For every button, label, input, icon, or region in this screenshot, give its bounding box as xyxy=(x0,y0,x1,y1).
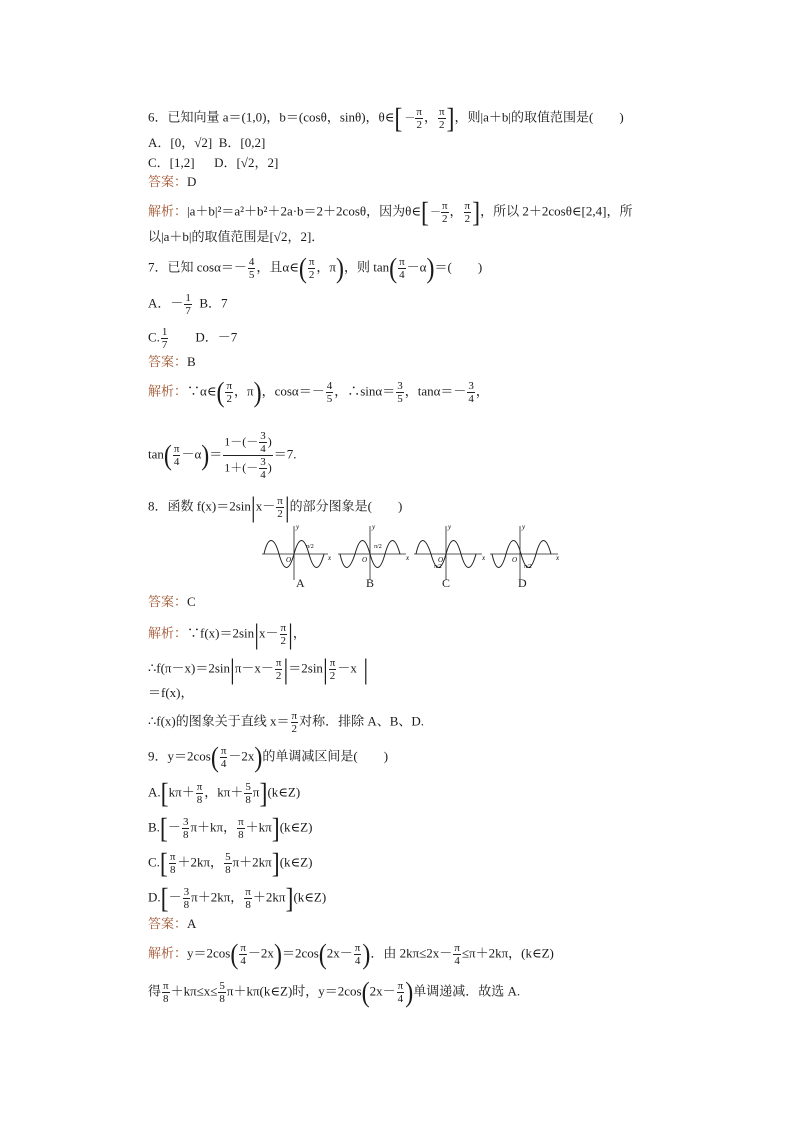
tick-label: π/2 xyxy=(306,544,314,550)
paren: ( xyxy=(298,252,307,285)
q9-analysis-text: ．由 2kπ≤2x－ xyxy=(370,945,453,961)
fraction xyxy=(183,886,191,911)
frac-num: π xyxy=(173,443,180,455)
q9-analysis-text: y＝2cos xyxy=(187,945,231,961)
frac-den: 2 xyxy=(329,670,336,682)
q9-stem xyxy=(148,741,389,774)
graph-d xyxy=(490,526,558,580)
bracket: ] xyxy=(446,102,455,135)
q6-answer xyxy=(148,173,196,191)
bar: | xyxy=(363,653,369,686)
q8-analysis-line3 xyxy=(148,684,194,702)
frac-num: 3 xyxy=(260,430,266,442)
q9-option-text: ＋2kπ xyxy=(252,889,286,905)
frac-num: 1－(－ $\frac{3}{4}$ ) xyxy=(224,430,272,455)
tick-label: π/2 xyxy=(524,564,532,570)
frac-den: 8 xyxy=(225,864,231,876)
paren: ) xyxy=(426,252,435,285)
q7-stem-text: ＝( ) xyxy=(434,259,483,275)
frac-den: 4 xyxy=(454,955,460,967)
frac-den: 2 xyxy=(439,119,445,131)
origin-label: O xyxy=(286,556,292,564)
q9-option-text: B. xyxy=(148,819,160,835)
fraction xyxy=(173,443,181,468)
frac-num: 3 xyxy=(260,456,266,468)
origin-label: O xyxy=(512,556,518,564)
q8-analysis-text: ∴f(π－x)＝2sin xyxy=(148,660,230,676)
frac-num: 5 xyxy=(245,781,251,793)
q8-analysis-text: π－x－ xyxy=(234,660,274,676)
q7-answer xyxy=(148,353,196,371)
bracket: [ xyxy=(160,777,169,810)
paren: ( xyxy=(230,938,239,971)
x-label: x xyxy=(406,554,410,562)
analysis-label: 解析： xyxy=(148,945,188,961)
q9-analysis-line2 xyxy=(148,976,521,1009)
frac-den: 8 xyxy=(163,993,169,1005)
fraction xyxy=(291,710,299,735)
frac-num: π xyxy=(280,622,287,634)
x-label: x xyxy=(328,554,332,562)
frac-num: π xyxy=(308,256,315,268)
q9-option-text: π xyxy=(252,784,260,800)
fraction xyxy=(184,292,192,317)
frac-den: 8 xyxy=(182,829,189,841)
frac-num: π xyxy=(291,710,298,722)
q6-options-row1 xyxy=(148,134,265,152)
frac-num: π xyxy=(464,200,471,212)
frac-num: 5 xyxy=(225,851,231,863)
origin-label: O xyxy=(362,556,368,564)
q9-option-b xyxy=(148,812,313,845)
bracket: ] xyxy=(472,196,481,229)
paren: ( xyxy=(318,938,327,971)
q8-stem xyxy=(148,491,403,524)
q8-analysis-text: －x xyxy=(337,660,357,676)
q9-analysis-text: ＋kπ≤x≤ xyxy=(170,983,218,999)
fraction xyxy=(224,851,232,876)
q9-option-text: ＋2kπ， xyxy=(177,854,224,870)
answer-label: 答案： xyxy=(148,354,188,369)
q7-analysis-text: ＝7. xyxy=(273,446,297,462)
frac-num: 3 xyxy=(183,886,190,898)
q7-analysis-text: tan xyxy=(148,446,164,462)
q7-analysis-line2: tan( $\frac{\pi}{4}$ －α)＝ 1－(－ $\frac{3}{4}$ ) 1＋(－ $\frac{3}{4}$ ) ＝7. xyxy=(148,430,297,481)
q9-option-text: kπ＋ xyxy=(168,784,195,800)
frac-num: π xyxy=(397,980,404,992)
bracket: ] xyxy=(271,847,280,880)
frac-den: 8 xyxy=(196,794,203,806)
fraction xyxy=(326,380,334,405)
q8-analysis-text: ∵f(x)＝2sin xyxy=(187,625,255,641)
frac-den: 8 xyxy=(183,899,190,911)
answer-value: B xyxy=(187,354,196,369)
paren: ( xyxy=(210,741,219,774)
q7-stem-text: ，且α∈ xyxy=(256,259,299,275)
q9-option-text: (k∈Z) xyxy=(293,889,327,905)
paren: ( xyxy=(163,439,172,472)
fraction xyxy=(248,256,256,281)
q8-answer xyxy=(148,593,196,611)
answer-label: 答案： xyxy=(148,916,188,931)
fraction xyxy=(162,980,170,1005)
frac-num: π xyxy=(354,942,361,954)
paren: ) xyxy=(405,976,414,1009)
frac-den: 2 xyxy=(308,269,315,281)
frac-den: 5 xyxy=(248,269,255,281)
frac-num: π xyxy=(163,980,169,992)
frac-num: π xyxy=(169,851,176,863)
q7-option-b: B．7 xyxy=(199,295,228,311)
frac-den: 2 xyxy=(291,723,298,735)
q8-analysis-line2 xyxy=(148,653,369,686)
bracket: [ xyxy=(160,882,169,915)
q6-options-row2 xyxy=(148,154,278,172)
frac-num: 3 xyxy=(182,816,189,828)
fraction xyxy=(218,980,226,1005)
paren: ) xyxy=(253,376,262,409)
q9-answer xyxy=(148,915,196,933)
fraction xyxy=(244,781,252,806)
tick-label: π/2 xyxy=(374,544,382,550)
fraction: － $\frac{\pi}{2}$ xyxy=(404,106,422,131)
frac-num: π xyxy=(438,106,445,118)
frac-den: 2 xyxy=(226,393,232,405)
frac-num: π xyxy=(196,781,203,793)
paren: ( xyxy=(216,376,225,409)
fraction xyxy=(438,106,446,131)
q9-analysis-line1 xyxy=(148,938,554,971)
q6-option-a: A．[0，√2] xyxy=(148,135,213,150)
graph-c xyxy=(414,526,482,580)
tick-label: π/2 xyxy=(434,564,442,570)
paren: ( xyxy=(361,976,370,1009)
q7-option-c: C. xyxy=(148,329,160,345)
x-label: x xyxy=(482,554,486,562)
q9-analysis-text: －2x xyxy=(247,945,274,961)
q7-stem-text: 7．已知 cosα＝－ xyxy=(148,259,247,275)
answer-label: 答案： xyxy=(148,594,188,609)
fraction xyxy=(237,816,245,841)
frac-num: 1 xyxy=(161,326,168,338)
q9-option-text: π＋kπ， xyxy=(190,819,237,835)
frac-num: π xyxy=(245,886,251,898)
answer-value: D xyxy=(187,174,197,189)
q6-analysis-text: |a＋b|²＝a²＋b²＋2a·b＝2＋2cosθ，因为θ∈ xyxy=(187,203,421,219)
q7-analysis-text: ，cosα＝－ xyxy=(261,383,325,399)
q9-option-text: (k∈Z) xyxy=(267,784,301,800)
q9-analysis-text: 单调递减．故选 A. xyxy=(413,983,521,999)
fraction xyxy=(182,816,190,841)
x-label: x xyxy=(556,554,560,562)
graph-label-b: B xyxy=(366,576,375,590)
frac-num: 5 xyxy=(219,980,225,992)
bracket: ] xyxy=(271,812,280,845)
frac-num: π xyxy=(238,816,244,828)
fraction xyxy=(398,256,406,281)
graph-label-d: D xyxy=(518,576,527,590)
q6-analysis-text: 以|a＋b|的取值范围是[√2，2]． xyxy=(148,229,325,244)
q9-analysis-text: π＋kπ(k∈Z)时，y＝2cos xyxy=(226,983,362,999)
frac-num: π xyxy=(441,200,448,212)
frac-den: 1＋(－ $\frac{3}{4}$ ) xyxy=(224,456,272,481)
y-label: y xyxy=(372,523,376,531)
q9-option-text: π＋2kπ， xyxy=(191,889,244,905)
q9-option-d xyxy=(148,882,327,915)
frac-den: 2 xyxy=(280,635,287,647)
y-label: y xyxy=(522,523,526,531)
graph-a xyxy=(262,526,328,580)
q7-option-d: D．－7 xyxy=(195,329,238,345)
fraction xyxy=(169,851,177,876)
fraction xyxy=(354,942,362,967)
bracket: [ xyxy=(420,196,429,229)
frac-den: 5 xyxy=(397,393,403,405)
frac-den: 4 xyxy=(468,393,474,405)
q6-analysis-text: ，所以 2＋2cosθ∈[2,4]，所 xyxy=(480,203,633,219)
bar: | xyxy=(250,491,256,524)
q7-analysis-line1: 解析：∵α∈( $\frac{\pi}{2}$ ，π)，cosα＝－ $\frac{4}{5}$ ，∴sinα＝ $\frac{3}{5}$ ，tanα＝－ $\frac{3}{4}$ ， xyxy=(148,376,489,409)
frac-den: 2 xyxy=(464,213,471,225)
frac-den: 4 xyxy=(260,443,266,455)
q8-stem-text: x－ xyxy=(255,498,276,514)
frac-num: 4 xyxy=(248,256,255,268)
frac-num: π xyxy=(240,942,246,954)
frac-num: π xyxy=(226,380,233,392)
q9-option-a xyxy=(148,777,301,810)
q9-analysis-text: ≤π＋2kπ，(k∈Z) xyxy=(461,945,554,961)
fraction xyxy=(280,622,288,647)
fraction xyxy=(308,256,316,281)
q7-stem-text: ，则 tan xyxy=(343,259,390,275)
frac-den: 2 xyxy=(275,670,282,682)
q9-option-c xyxy=(148,847,313,880)
bracket: ] xyxy=(285,882,294,915)
frac-num: π xyxy=(275,657,282,669)
q9-analysis-text: ＝2cos xyxy=(281,945,319,961)
q9-option-text: (k∈Z) xyxy=(279,819,313,835)
fraction xyxy=(225,380,233,405)
y-label: y xyxy=(296,523,300,531)
fraction: － $\frac{\pi}{2}$ xyxy=(429,200,448,225)
q6-stem-tail: ，则|a＋b|的取值范围是( ) xyxy=(454,109,624,125)
analysis-label: 解析： xyxy=(148,383,188,399)
paren: ) xyxy=(335,252,344,285)
bracket: [ xyxy=(159,847,168,880)
paren: ( xyxy=(389,252,398,285)
q7-option-a: A．－ xyxy=(148,295,184,311)
bar: | xyxy=(322,653,328,686)
graph-label-a: A xyxy=(296,576,305,590)
fraction xyxy=(396,380,404,405)
q9-option-text: π＋2kπ xyxy=(232,854,272,870)
fraction xyxy=(161,326,169,351)
frac-den: 4 xyxy=(399,269,405,281)
frac-den: 8 xyxy=(169,864,176,876)
frac-num: π xyxy=(220,745,227,757)
fraction xyxy=(220,745,228,770)
fraction xyxy=(467,380,475,405)
frac-den: 2 xyxy=(442,213,448,225)
fraction xyxy=(259,430,267,455)
frac-den: 4 xyxy=(240,955,246,967)
q6-option-c: C．[1,2] xyxy=(148,155,195,170)
frac-num: 3 xyxy=(397,380,403,392)
q7-analysis-text: ∵α∈ xyxy=(187,383,217,399)
frac-text: 1＋ xyxy=(224,460,243,475)
origin-label: O xyxy=(438,556,444,564)
fraction xyxy=(275,657,283,682)
bracket: ] xyxy=(259,777,268,810)
frac-num: π xyxy=(416,106,422,118)
y-label: y xyxy=(448,523,452,531)
q8-analysis-text: x－ xyxy=(259,625,279,641)
q6-option-b: B．[0,2] xyxy=(218,135,266,150)
fraction xyxy=(329,657,337,682)
q9-option-text: － xyxy=(167,819,181,835)
fraction xyxy=(259,456,267,481)
q9-option-text: (k∈Z) xyxy=(279,854,313,870)
bar: | xyxy=(288,618,293,651)
paren: ) xyxy=(254,741,263,774)
q6-analysis-line1: 解析：|a＋b|²＝a²＋b²＋2a·b＝2＋2cosθ，因为θ∈[－ $\frac{\pi}{2}$ ， $\frac{\pi}{2}$ ]，所以 2＋2cosθ∈[2,4]，所 xyxy=(148,196,633,229)
q8-analysis-line1: 解析：∵f(x)＝2sin|x－ $\frac{\pi}{2}$ |， xyxy=(148,618,306,651)
graph-label-c: C xyxy=(442,576,451,590)
frac-num: π xyxy=(329,657,336,669)
frac-den: 8 xyxy=(245,899,251,911)
q9-option-text: D. xyxy=(148,889,161,905)
frac-den: 4 xyxy=(260,469,266,481)
q7-stem: 7．已知 cosα＝－ $\frac{4}{5}$ ，且α∈( $\frac{\pi}{2}$ ，π)，则 tan( $\frac{\pi}{4}$ －α)＝( ) xyxy=(148,252,483,285)
answer-label: 答案： xyxy=(148,174,188,189)
frac-num: π xyxy=(277,495,283,507)
fraction xyxy=(397,980,405,1005)
q8-analysis-text: ∴f(x)的图象关于直线 x＝ xyxy=(148,713,290,729)
answer-value: A xyxy=(187,916,197,931)
q8-analysis-text: ＝2sin xyxy=(288,660,323,676)
fraction xyxy=(453,942,461,967)
frac-den: 8 xyxy=(238,829,244,841)
q9-option-text: A. xyxy=(148,784,161,800)
q6-stem-text: 6．已知向量 a＝(1,0)，b＝(cosθ，sinθ)，θ∈ xyxy=(148,109,395,125)
q9-option-text: ＋kπ xyxy=(245,819,272,835)
q9-stem-text: 9．y＝2cos xyxy=(148,748,211,764)
analysis-label: 解析： xyxy=(148,203,188,219)
q7-options-row2 xyxy=(148,326,237,351)
bracket: [ xyxy=(394,102,403,135)
frac-num: 4 xyxy=(326,380,333,392)
q7-analysis-text: ，tanα＝－ xyxy=(404,383,467,399)
q7-analysis-text: ，∴sinα＝ xyxy=(334,383,396,399)
q9-stem-text: 的单调减区间是( ) xyxy=(262,748,389,764)
bar: | xyxy=(284,491,290,524)
paren: ) xyxy=(362,938,371,971)
fraction xyxy=(276,495,284,520)
frac-num: 3 xyxy=(468,380,474,392)
big-fraction xyxy=(223,430,273,481)
q9-option-text: ，kπ＋ xyxy=(204,784,244,800)
bracket: [ xyxy=(159,812,168,845)
q6-stem: 6．已知向量 a＝(1,0)，b＝(cosθ，sinθ)，θ∈[ － $\frac{\pi}{2}$ ， $\frac{\pi}{2}$ ]，则|a＋b|的取值范围是( ) xyxy=(148,102,624,135)
q7-options-row1 xyxy=(148,292,228,317)
frac-den: 2 xyxy=(277,508,283,520)
frac-num: π xyxy=(399,256,405,268)
analysis-label: 解析： xyxy=(148,625,188,641)
q6-option-d: D．[√2，2] xyxy=(214,155,279,170)
frac-den: 8 xyxy=(245,794,251,806)
frac-den: 5 xyxy=(326,393,333,405)
bar: | xyxy=(283,653,289,686)
fraction xyxy=(464,200,472,225)
fraction xyxy=(244,886,252,911)
frac-den: 7 xyxy=(161,339,168,351)
q7-analysis-text: －α xyxy=(181,446,202,462)
frac-num: π xyxy=(454,942,460,954)
q9-stem-text: －2x xyxy=(228,748,255,764)
answer-value: C xyxy=(187,594,196,609)
fraction xyxy=(239,942,247,967)
frac-den: 4 xyxy=(354,955,361,967)
paren: ) xyxy=(201,439,210,472)
fraction xyxy=(196,781,204,806)
bar: | xyxy=(230,653,235,686)
frac-den: 4 xyxy=(173,456,180,468)
frac-den: 4 xyxy=(220,758,227,770)
q9-analysis-text: 2x－ xyxy=(326,945,353,961)
q7-stem-text: －α xyxy=(406,259,427,275)
frac-num: 1 xyxy=(185,292,191,304)
frac-den: 2 xyxy=(416,119,422,131)
q9-option-text: － xyxy=(168,889,182,905)
frac-den: 8 xyxy=(219,993,225,1005)
q6-analysis-line2 xyxy=(148,228,324,246)
q9-analysis-text: 2x－ xyxy=(369,983,396,999)
q8-analysis-text: 对称．排除 A、B、D. xyxy=(299,713,425,729)
q9-option-text: C. xyxy=(148,854,160,870)
paren: ) xyxy=(273,938,282,971)
frac-den: 4 xyxy=(397,993,404,1005)
q8-analysis-text: ＝f(x)， xyxy=(148,685,194,700)
frac-text: 1－ xyxy=(224,434,243,449)
q8-analysis-line4 xyxy=(148,710,424,735)
graph-b xyxy=(338,526,406,580)
bar: | xyxy=(254,618,259,651)
frac-den: 7 xyxy=(185,305,191,317)
q9-analysis-text: 得 xyxy=(148,983,162,999)
q8-stem-text: 8．函数 f(x)＝2sin xyxy=(148,498,251,514)
q8-stem-text: 的部分图象是( ) xyxy=(289,498,403,514)
